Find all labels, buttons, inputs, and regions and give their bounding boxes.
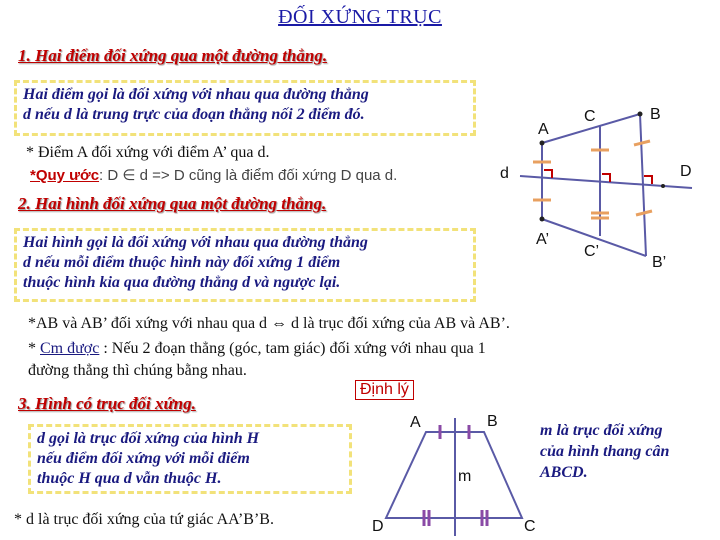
section3-heading: 3. Hình có trục đối xứng. [18,394,196,413]
section1-definition-line1: Hai điểm gọi là đối xứng với nhau qua đường thẳng [23,86,369,103]
label-a: A [538,121,549,138]
trapezoid-note-line3: ABCD. [540,464,588,481]
section2-definition-line2: d nếu mỗi điểm thuộc hình này đối xứng 1 điểm [23,254,341,271]
trap-label-a: A [410,414,421,431]
page-title: ĐỐI XỨNG TRỤC [278,6,442,28]
section1-definition-line2: d nếu d là trung trực của đoạn thẳng nối 2 điểm đó. [23,106,365,123]
trap-label-m: m [458,468,472,485]
trapezoid-note-line1: m là trục đối xứng [540,422,663,439]
section1-heading: 1. Hai điểm đối xứng qua một đường thẳng. [18,46,328,65]
section3-note: * d là trục đối xứng của tứ giác AA’B’B. [14,511,274,528]
trap-label-b: B [487,413,498,430]
section2-definition-line3: thuộc hình kia qua đường thẳng d và ngược lại. [23,274,341,291]
section2-example: *AB và AB’ đối xứng với nhau qua d ⇔ d là trục đối xứng của AB và AB’. [28,315,510,332]
section3-definition-line1: d gọi là trục đối xứng của hình H [37,430,260,447]
section1-example: * Điểm A đối xứng với điểm A’ qua d. [26,144,270,161]
section3-definition-line3: thuộc H qua d vẫn thuộc H. [37,470,222,487]
label-axis-d: d [500,165,509,182]
label-b-prime: B’ [652,254,667,271]
proved-label: Cm được [40,340,100,357]
label-b: B [650,106,661,123]
section2-definition-line1: Hai hình gọi là đối xứng với nhau qua đường thẳng [23,234,368,251]
section2-proved-line2: đường thẳng thì chúng bằng nhau. [28,362,247,379]
section2-heading: 2. Hai hình đối xứng qua một đường thẳng. [18,194,327,213]
section3-definition-line2: nếu điểm đối xứng với mỗi điểm [37,450,250,467]
label-c: C [584,108,596,125]
proved-prefix: * [28,340,40,357]
label-d-point: D [680,163,692,180]
convention-label: *Quy ước [30,167,100,184]
label-a-prime: A’ [536,231,550,248]
trap-label-d: D [372,518,384,535]
convention-text: : D ∈ d => D cũng là điểm đối xứng D qua d. [99,167,398,184]
theorem-tag: Định lý [355,380,414,400]
proved-text: : Nếu 2 đoạn thẳng (góc, tam giác) đối xứng với nhau qua 1 [99,340,486,357]
trap-label-c: C [524,518,536,535]
trapezoid-note-line2: của hình thang cân [540,443,670,460]
label-c-prime: C’ [584,243,600,260]
